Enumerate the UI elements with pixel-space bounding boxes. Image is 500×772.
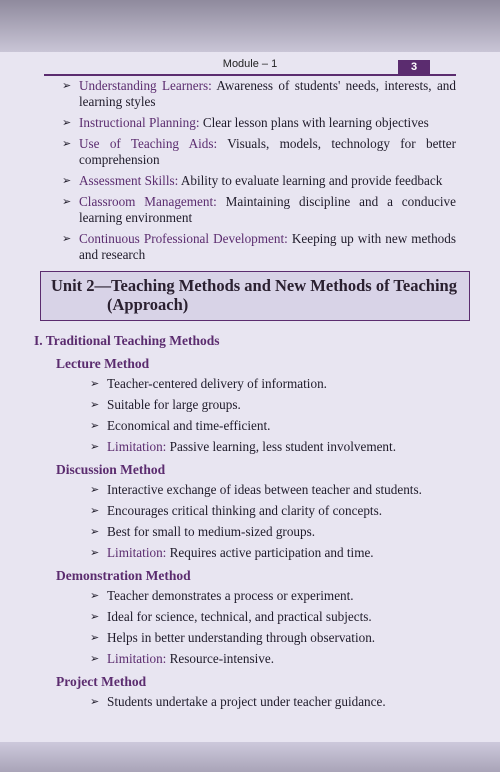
arrow-bullet-icon: ➢: [90, 589, 100, 602]
arrow-bullet-icon: ➢: [90, 546, 100, 559]
unit-title-box: [40, 271, 470, 321]
list-item: ➢ Assessment Skills: Ability to evaluate learning and provide feedback: [62, 173, 443, 188]
list-item: ➢ Use of Teaching Aids: Visuals, models, technology for better comprehension: [62, 136, 456, 167]
arrow-bullet-icon: ➢: [62, 174, 72, 187]
arrow-bullet-icon: ➢: [90, 419, 100, 432]
arrow-bullet-icon: ➢: [90, 377, 100, 390]
arrow-bullet-icon: ➢: [90, 525, 100, 538]
list-item: ➢ Students undertake a project under teacher guidance.: [90, 694, 386, 709]
top-shadow: [0, 0, 500, 52]
unit-title: Unit 2—Teaching Methods and New Methods of Teaching (Approach): [51, 276, 457, 314]
method-heading-project: Project Method: [56, 674, 147, 689]
list-item: ➢ Ideal for science, technical, and practical subjects.: [90, 609, 372, 624]
arrow-bullet-icon: ➢: [90, 398, 100, 411]
method-heading-demonstration: Demonstration Method: [56, 568, 191, 583]
list-item: ➢ Economical and time-efficient.: [90, 418, 271, 433]
list-item: ➢ Continuous Professional Development: Keeping up with new methods and research: [62, 231, 456, 262]
header-rule: [44, 74, 456, 76]
arrow-bullet-icon: ➢: [90, 483, 100, 496]
page-number-badge: 3: [398, 60, 430, 75]
arrow-bullet-icon: ➢: [90, 504, 100, 517]
list-item: ➢ Teacher-centered delivery of information.: [90, 376, 327, 391]
list-item: ➢ Helps in better understanding through observation.: [90, 630, 376, 645]
list-item: ➢ Limitation: Resource-intensive.: [90, 651, 275, 666]
arrow-bullet-icon: ➢: [62, 137, 72, 150]
discussion-points: [90, 482, 456, 561]
list-item: ➢ Classroom Management: Maintaining discipline and a conducive learning environment: [62, 194, 456, 225]
page-content: [34, 78, 457, 715]
list-item: ➢ Encourages critical thinking and clarity of concepts.: [90, 503, 383, 518]
arrow-bullet-icon: ➢: [62, 195, 72, 208]
demonstration-points: [90, 588, 456, 667]
arrow-bullet-icon: ➢: [62, 79, 72, 92]
lecture-points: [90, 376, 456, 455]
list-item: ➢ Understanding Learners: Awareness of students' needs, interests, and learning styles: [62, 78, 456, 109]
section-heading: I. Traditional Teaching Methods: [34, 333, 220, 348]
arrow-bullet-icon: ➢: [90, 652, 100, 665]
project-points: [90, 694, 456, 710]
method-heading-lecture: Lecture Method: [56, 356, 150, 371]
intro-bullet-list: [62, 78, 456, 263]
arrow-bullet-icon: ➢: [90, 695, 100, 708]
list-item: ➢ Limitation: Passive learning, less student involvement.: [90, 439, 396, 454]
list-item: ➢ Best for small to medium-sized groups.: [90, 524, 316, 539]
arrow-bullet-icon: ➢: [62, 232, 72, 245]
arrow-bullet-icon: ➢: [90, 440, 100, 453]
arrow-bullet-icon: ➢: [62, 116, 72, 129]
list-item: ➢ Instructional Planning: Clear lesson plans with learning objectives: [62, 115, 429, 130]
arrow-bullet-icon: ➢: [90, 610, 100, 623]
bottom-shadow: [0, 742, 500, 772]
list-item: ➢ Teacher demonstrates a process or experiment.: [90, 588, 354, 603]
list-item: ➢ Limitation: Requires active participation and time.: [90, 545, 374, 560]
list-item: ➢ Suitable for large groups.: [90, 397, 241, 412]
arrow-bullet-icon: ➢: [90, 631, 100, 644]
method-heading-discussion: Discussion Method: [56, 462, 166, 477]
list-item: ➢ Interactive exchange of ideas between teacher and students.: [90, 482, 422, 497]
module-header: Module – 1: [222, 58, 278, 70]
